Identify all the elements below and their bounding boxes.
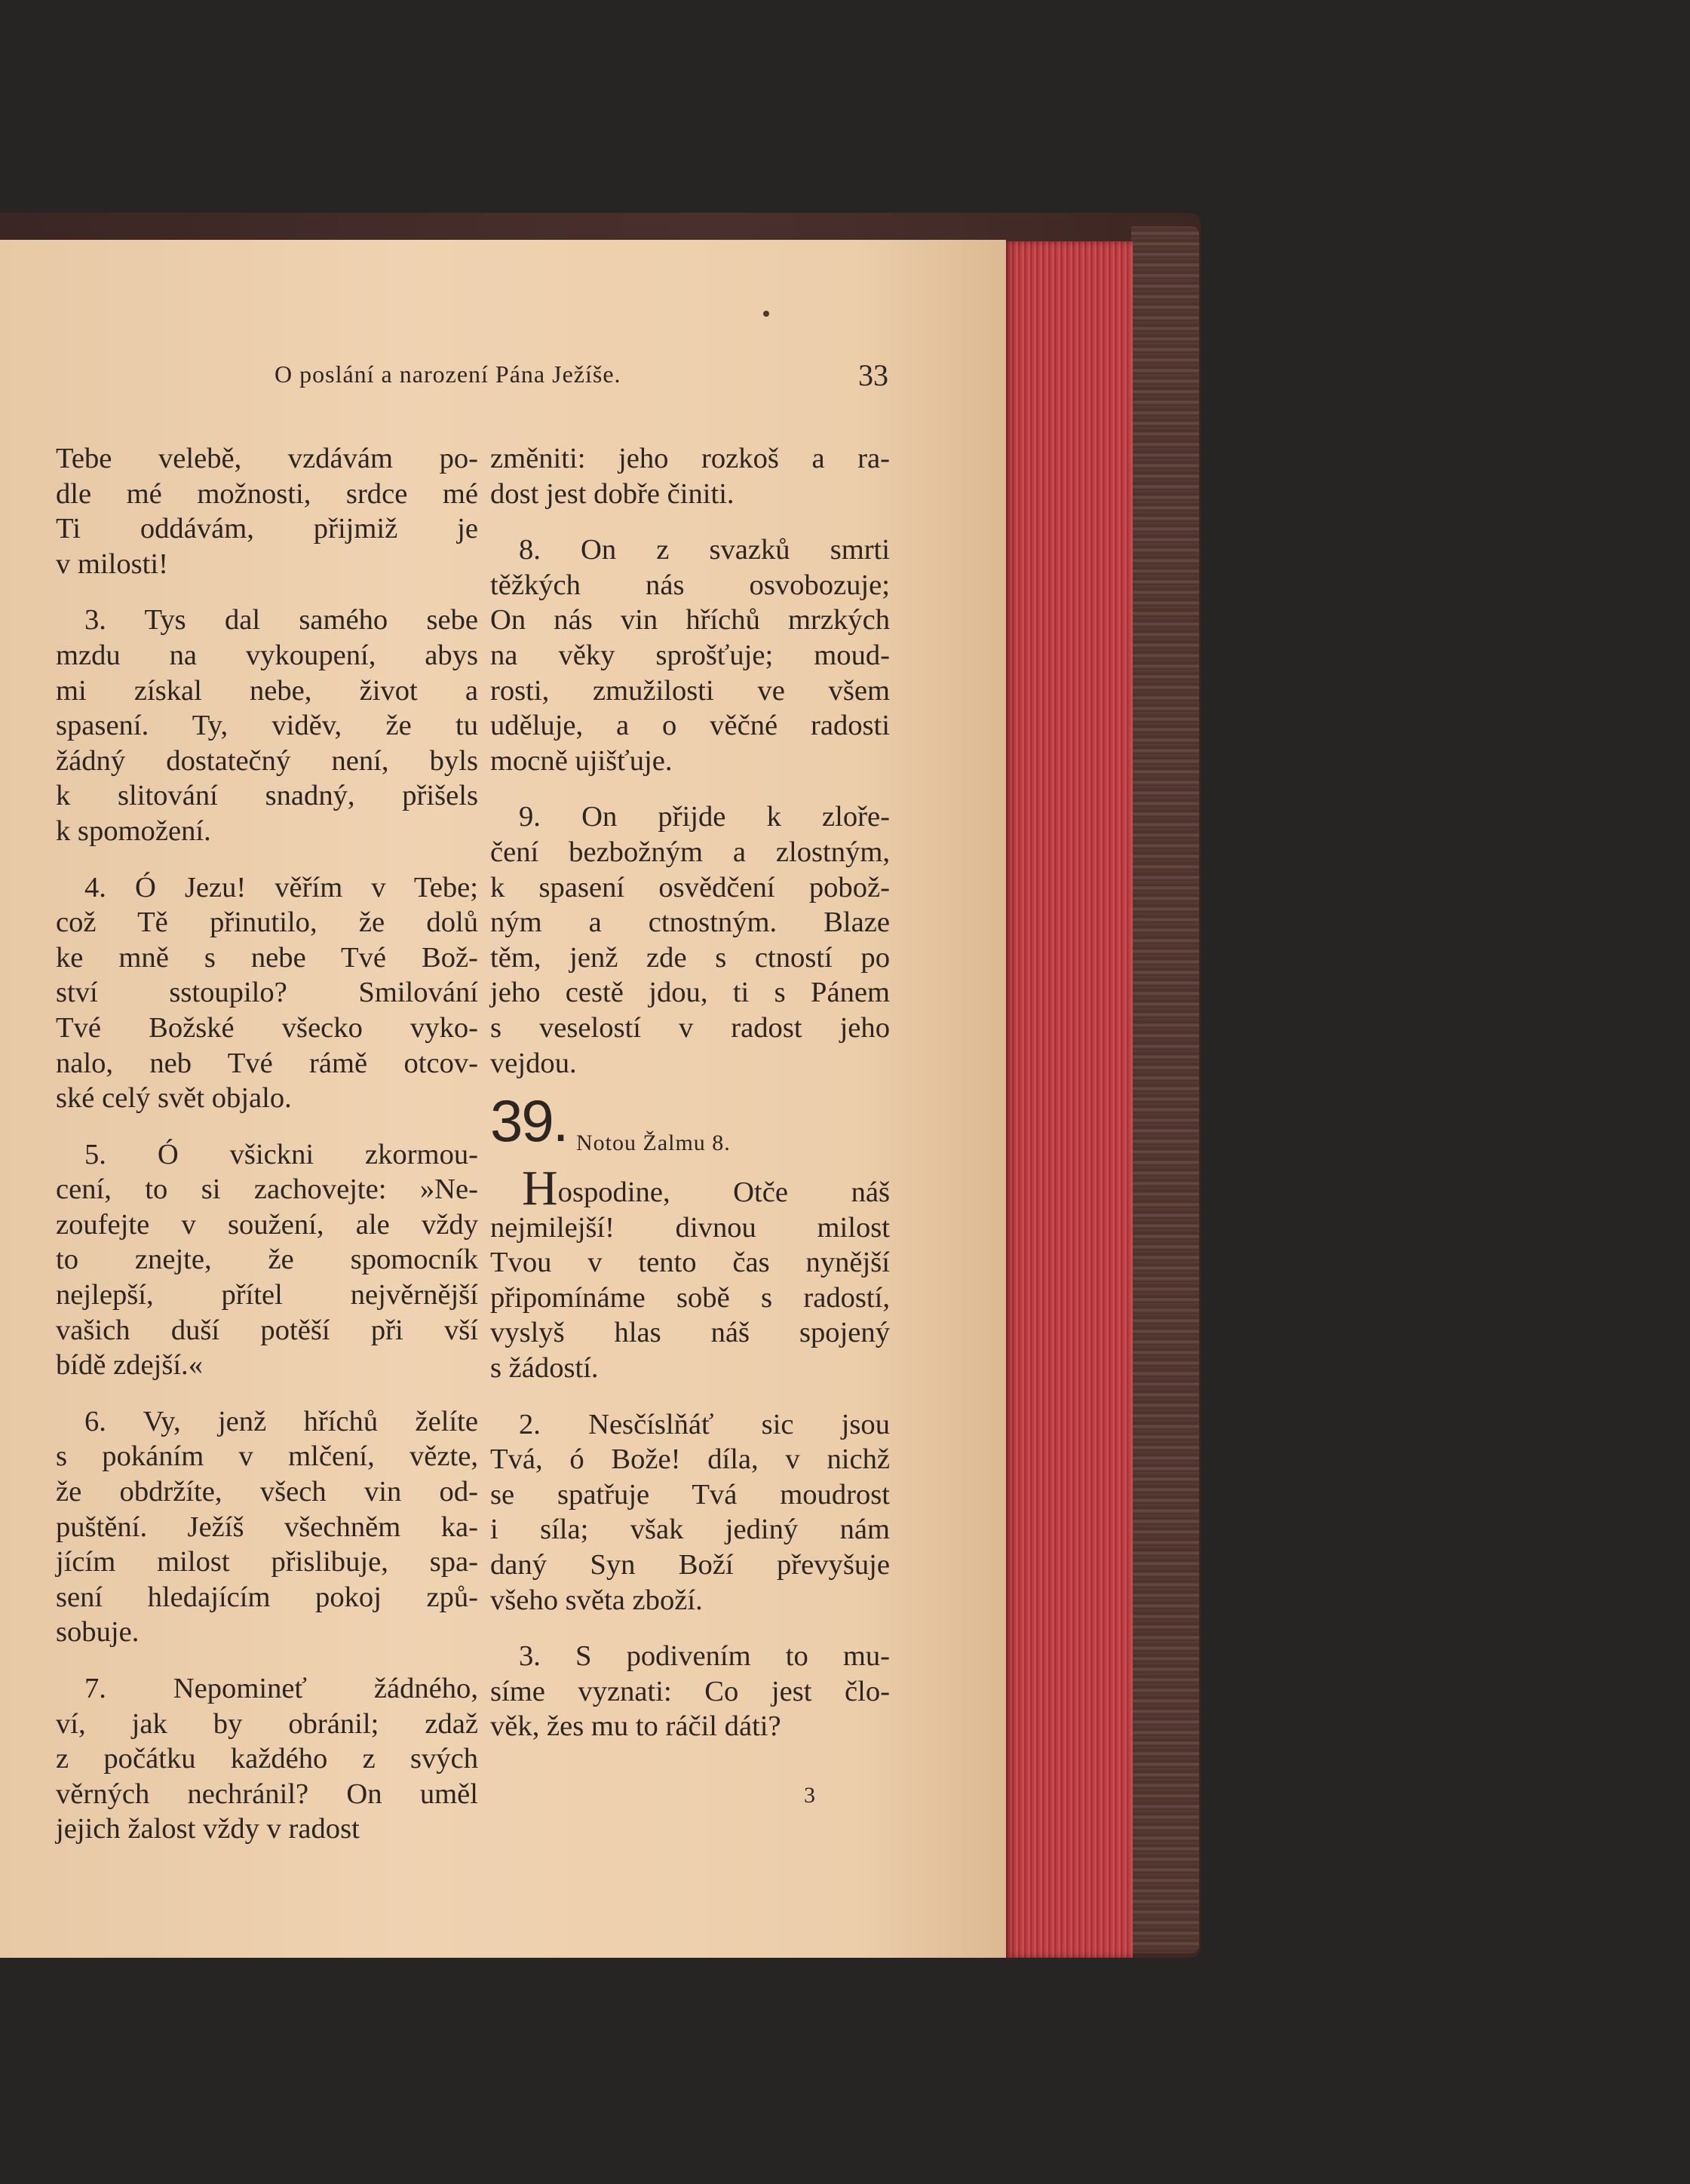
text-line: puštění. Ježíš všechněm ka- (56, 1511, 478, 1543)
signature-mark: 3 (804, 1783, 815, 1808)
text-line: rosti, zmužilosti ve všem (490, 674, 890, 707)
text-line: Tvá, ó Bože! díla, v nichž (490, 1443, 890, 1476)
text-line: sení hledajícím pokoj způ- (56, 1581, 478, 1613)
text-line: ví, jak by obránil; zdaž (56, 1707, 478, 1740)
text-line: 7. Nepomineť žádného, (84, 1673, 478, 1704)
text-line: dost jest dobře činiti. (490, 477, 735, 510)
text-line: On nás vin hříchů mrzkých (490, 604, 890, 636)
text-line: Tvou v tento čas nynější (490, 1247, 890, 1279)
text-line: na věky sprošťuje; moud- (490, 639, 890, 671)
text-line: že obdržíte, všech vin od- (56, 1476, 478, 1508)
text-line: sobuje. (56, 1616, 140, 1649)
text-line: k slitování snadný, přišels (56, 780, 478, 812)
text-line: nejmilejší! divnou milost (490, 1211, 890, 1244)
stanza-gap (56, 1383, 478, 1404)
text-line: 4. Ó Jezu! věřím v Tebe; (84, 871, 478, 903)
text-line: vyslyš hlas náš spojený (490, 1317, 890, 1349)
text-line: spasení. Ty, viděv, že tu (56, 710, 478, 742)
text-line: s pokáním v mlčení, vězte, (56, 1440, 478, 1473)
stanza-gap (490, 1386, 890, 1407)
stanza-gap (490, 511, 890, 532)
text-line: ným a ctnostným. Blaze (490, 906, 890, 939)
text-line: jejich žalost vždy v radost (56, 1813, 360, 1845)
left-column (56, 441, 478, 1847)
running-head: O poslání a narození Pána Ježíše. (275, 360, 621, 388)
text-line: uděluje, a o věčné radosti (490, 710, 890, 742)
text-line: mocně ujišťuje. (490, 744, 673, 777)
text-line: ství sstoupilo? Smilování (56, 977, 478, 1009)
page-number: 33 (858, 358, 888, 392)
text-line: žádný dostatečný není, byls (56, 744, 478, 777)
text-line: věk, žes mu to ráčil dáti? (490, 1710, 781, 1743)
first-line-text: ospodine, Otče náš (557, 1176, 890, 1209)
stanza-gap (56, 1116, 478, 1137)
text-line: i síla; však jediný nám (490, 1514, 890, 1546)
text-line: jícím milost přislibuje, spa- (56, 1546, 478, 1578)
right-column-bottom (490, 1210, 890, 1744)
right-column-top (490, 441, 890, 1081)
text-line: v milosti! (56, 548, 168, 580)
stanza-gap (56, 581, 478, 603)
text-line: z počátku každého z svých (56, 1743, 478, 1775)
stanza-gap (56, 849, 478, 870)
hymn-tune: Notou Žalmu 8. (576, 1130, 731, 1156)
text-line: Ti oddávám, přijmiž je (56, 513, 478, 545)
hymn-first-line (490, 1161, 890, 1216)
text-line: 3. Tys dal samého sebe (84, 604, 478, 636)
text-line: k spomožení. (56, 814, 211, 847)
stanza-gap (490, 1618, 890, 1639)
text-line: ke mně s nebe Tvé Bož- (56, 941, 478, 974)
text-line: čení bezbožným a zlostným, (490, 836, 890, 868)
text-line: věrných nechránil? On uměl (56, 1778, 478, 1810)
text-line: 5. Ó všickni zkormou- (84, 1138, 478, 1170)
text-line: vejdou. (490, 1047, 577, 1079)
text-line: bídě zdejší.« (56, 1349, 203, 1382)
text-line: nalo, neb Tvé rámě otcov- (56, 1047, 478, 1079)
text-line: Tebe velebě, vzdávám po- (56, 443, 478, 474)
stanza-gap (56, 1650, 478, 1671)
text-line: k spasení osvědčení pobož- (490, 871, 890, 903)
text-line: mzdu na vykoupení, abys (56, 639, 478, 671)
text-line: Tvé Božské všecko vyko- (56, 1011, 478, 1044)
text-line: s žádostí. (490, 1352, 599, 1385)
text-line: připomínáme sobě s radostí, (490, 1281, 890, 1314)
text-line: cení, to si zachovejte: »Ne- (56, 1173, 478, 1206)
text-line: to znejte, že spomocník (56, 1244, 478, 1276)
text-line: 9. On přijde k zloře- (519, 801, 890, 833)
text-line: daný Syn Boží převyšuje (490, 1549, 890, 1581)
hymn-header (490, 1081, 890, 1171)
drop-cap: H (522, 1161, 558, 1216)
ink-dot (763, 311, 769, 317)
text-line: síme vyznati: Co jest člo- (490, 1675, 890, 1707)
text-line: zoufejte v soužení, ale vždy (56, 1208, 478, 1241)
text-line: změniti: jeho rozkoš a ra- (490, 443, 890, 474)
text-line: 3. S podivením to mu- (519, 1640, 890, 1673)
book-cover-edge (1131, 226, 1199, 1953)
text-line: 6. Vy, jenž hříchů želíte (84, 1405, 478, 1437)
right-column (490, 441, 890, 1744)
text-line: se spatřuje Tvá moudrost (490, 1478, 890, 1511)
text-line: s veselostí v radost jeho (490, 1011, 890, 1044)
text-line: ské celý svět objalo. (56, 1082, 292, 1115)
text-line: což Tě přinutilo, že dolů (56, 906, 478, 939)
text-line: 8. On z svazků smrti (519, 534, 890, 566)
stanza-gap (490, 778, 890, 799)
text-line: dle mé možnosti, srdce mé (56, 477, 478, 510)
page-edges (1003, 241, 1133, 1958)
text-line: všeho světa zboží. (490, 1584, 703, 1616)
text-line: těžkých nás osvobozuje; (490, 569, 890, 601)
text-line: mi získal nebe, život a (56, 674, 478, 707)
text-line: těm, jenž zde s ctností po (490, 941, 890, 974)
text-line: vašich duší potěší při vší (56, 1314, 478, 1346)
text-line: jeho cestě jdou, ti s Pánem (490, 977, 890, 1009)
hymn-number: 39. (490, 1087, 568, 1155)
text-line: 2. Nesčíslňáť sic jsou (519, 1408, 890, 1440)
text-line: nejlepší, přítel nejvěrnější (56, 1279, 478, 1311)
